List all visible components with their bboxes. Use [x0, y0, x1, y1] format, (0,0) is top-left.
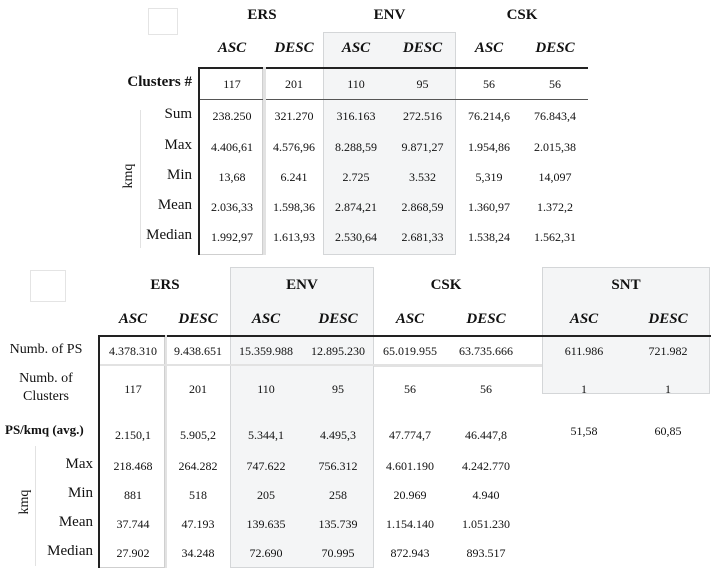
cell: 893.517: [466, 546, 506, 560]
ers-asc-box: [99, 335, 165, 568]
cell: 47.774,7: [389, 428, 431, 442]
group-header-ers: ERS: [247, 7, 277, 23]
cell: 264.282: [178, 459, 218, 473]
cell: 872.943: [390, 546, 430, 560]
cell: 2.681,33: [401, 230, 444, 244]
cell: 9.871,27: [401, 140, 444, 154]
cell: 135.739: [318, 517, 358, 531]
mid-rule: [99, 364, 377, 366]
cell: 1.613,93: [273, 230, 315, 244]
cell: 4.406,61: [211, 140, 253, 154]
col-divider: [263, 67, 266, 255]
cell: 95: [332, 382, 344, 396]
cell: 611.986: [564, 344, 604, 358]
cell: 14,097: [538, 170, 572, 184]
row-label: Min: [67, 485, 93, 501]
cell: 8.288,59: [335, 140, 377, 154]
cell: 1.954,86: [468, 140, 510, 154]
group-header-snt: SNT: [611, 277, 641, 293]
col-divider: [165, 335, 167, 568]
cell: 4.378.310: [109, 344, 157, 358]
left-rule: [98, 335, 100, 568]
subheader-asc: ASC: [251, 311, 281, 327]
cell: 95: [416, 77, 429, 91]
cell: 4.242.770: [462, 459, 510, 473]
group-header-csk: CSK: [430, 277, 462, 293]
mid-rule: [374, 364, 542, 367]
cell: 1.598,36: [273, 200, 315, 214]
cell: 2.530,64: [335, 230, 377, 244]
cell: 76.214,6: [468, 109, 510, 123]
cell: 27.902: [116, 546, 150, 560]
cell: 1: [581, 382, 587, 396]
cell: 4.576,96: [273, 140, 315, 154]
subheader-desc: DESC: [178, 311, 218, 327]
subheader-desc: DESC: [274, 40, 314, 56]
cell: 756.312: [318, 459, 358, 473]
subheader-asc: ASC: [118, 311, 148, 327]
corner-box: [148, 8, 178, 35]
cell: 201: [285, 77, 303, 91]
subheader-asc: ASC: [341, 40, 371, 56]
mid-rule: [199, 99, 588, 100]
cell: 51,58: [570, 424, 598, 438]
subheader-asc: ASC: [395, 311, 425, 327]
cell: 63.735.666: [459, 344, 513, 358]
cell: 4.495,3: [320, 428, 356, 442]
cell: 5.344,1: [248, 428, 284, 442]
cell: 1.154.140: [386, 517, 434, 531]
cell: 60,85: [654, 424, 682, 438]
subheader-desc: DESC: [318, 311, 358, 327]
cell: 5,319: [475, 170, 503, 184]
cell: 721.982: [648, 344, 688, 358]
top-rule: [99, 335, 711, 337]
numb-clusters-label-line1: Numb. of: [19, 371, 73, 386]
cell: 15.359.988: [239, 344, 293, 358]
row-label: Median: [146, 227, 192, 243]
cell: 117: [124, 382, 142, 396]
cell: 117: [223, 77, 241, 91]
cell: 881: [124, 488, 142, 502]
cell: 139.635: [246, 517, 286, 531]
cell: 3.532: [409, 170, 436, 184]
cell: 110: [347, 77, 365, 91]
subheader-asc: ASC: [217, 40, 247, 56]
left-rule: [198, 67, 200, 255]
cell: 2.150,1: [115, 428, 151, 442]
cell: 747.622: [246, 459, 286, 473]
cell: 1.051.230: [462, 517, 510, 531]
cell: 47.193: [181, 517, 215, 531]
ers-asc-box: [199, 67, 263, 255]
subheader-desc: DESC: [648, 311, 688, 327]
cell: 5.905,2: [180, 428, 216, 442]
numb-clusters-label-line2: Clusters: [23, 389, 69, 404]
cell: 65.019.955: [383, 344, 437, 358]
cell: 272.516: [403, 109, 442, 123]
cell: 2.036,33: [211, 200, 253, 214]
numb-clusters-label: [0, 370, 92, 406]
subheader-asc: ASC: [474, 40, 504, 56]
cell: 2.015,38: [534, 140, 576, 154]
cell: 316.163: [336, 109, 376, 123]
clusters-label: Clusters #: [127, 74, 192, 90]
unit-label: kmq: [121, 163, 136, 189]
cell: 201: [189, 382, 207, 396]
cell: 56: [480, 382, 492, 396]
cell: 13,68: [218, 170, 246, 184]
top-rule: [199, 67, 588, 69]
cell: 321.270: [274, 109, 314, 123]
cell: 20.969: [393, 488, 427, 502]
cell: 72.690: [249, 546, 283, 560]
group-header-csk: CSK: [506, 7, 538, 23]
cell: 6.241: [280, 170, 308, 184]
subheader-asc: ASC: [569, 311, 599, 327]
cell: 1.992,97: [211, 230, 253, 244]
cell: 56: [549, 77, 561, 91]
cell: 12.895.230: [311, 344, 365, 358]
cell: 37.744: [116, 517, 150, 531]
cell: 258: [329, 488, 347, 502]
row-label: Mean: [157, 197, 192, 213]
cell: 2.874,21: [335, 200, 377, 214]
cell: 218.468: [113, 459, 153, 473]
cell: 238.250: [212, 109, 252, 123]
cell: 1.372,2: [537, 200, 573, 214]
row-label: Median: [47, 543, 93, 559]
row-label: Max: [65, 456, 93, 472]
row-label: Sum: [164, 106, 192, 122]
cell: 46.447,8: [465, 428, 507, 442]
cell: 2.868,59: [401, 200, 444, 214]
cell: 70.995: [321, 546, 355, 560]
cell: 9.438.651: [174, 344, 222, 358]
cell: 56: [404, 382, 416, 396]
cell: 205: [257, 488, 275, 502]
cell: 4.940: [472, 488, 500, 502]
row-label: Min: [166, 167, 192, 183]
cell: 76.843,4: [534, 109, 576, 123]
group-header-env: ENV: [286, 277, 318, 293]
subheader-desc: DESC: [402, 40, 443, 56]
cell: 110: [257, 382, 275, 396]
row-label: Max: [164, 137, 192, 153]
cell: 1: [665, 382, 671, 396]
group-header-ers: ERS: [150, 277, 180, 293]
subheader-desc: DESC: [466, 311, 506, 327]
cell: 518: [189, 488, 207, 502]
cell: 56: [483, 77, 495, 91]
corner-box: [30, 270, 66, 302]
unit-label: kmq: [17, 489, 32, 515]
cell: 2.725: [342, 170, 370, 184]
cell: 1.360,97: [468, 200, 510, 214]
cell: 1.538,24: [468, 230, 510, 244]
cell: 34.248: [181, 546, 215, 560]
cell: 1.562,31: [534, 230, 576, 244]
ps-kmq-label: PS/kmq (avg.): [5, 422, 84, 437]
cell: 4.601.190: [386, 459, 434, 473]
numb-ps-label: Numb. of PS: [9, 342, 83, 357]
subheader-desc: DESC: [535, 40, 575, 56]
row-label: Mean: [58, 514, 93, 530]
group-header-env: ENV: [373, 7, 406, 23]
